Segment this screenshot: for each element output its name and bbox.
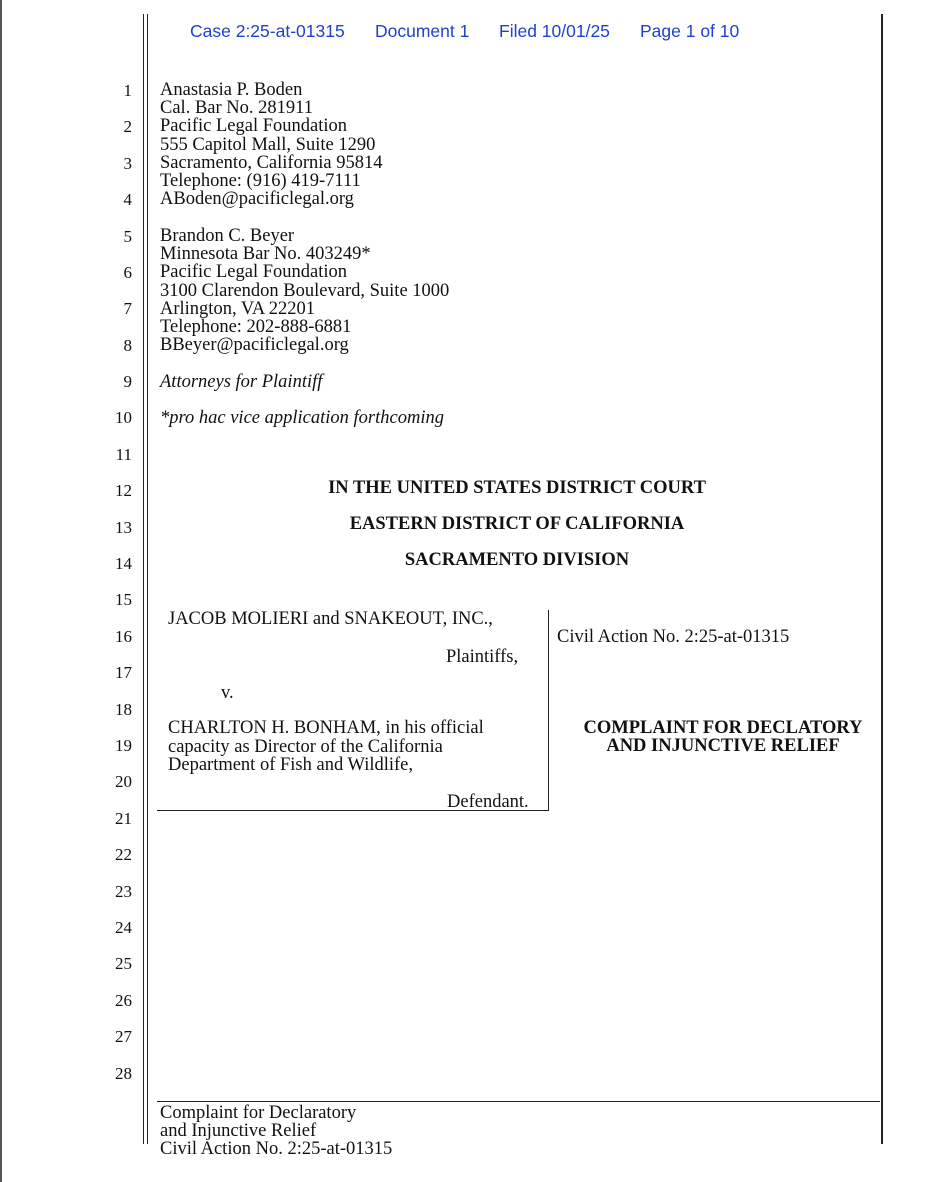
attorney1-firm: Pacific Legal Foundation	[160, 116, 348, 136]
attorney1-email: ABoden@pacificlegal.org	[160, 189, 354, 209]
attorney2-address1: 3100 Clarendon Boulevard, Suite 1000	[160, 281, 450, 301]
line-number: 18	[115, 700, 132, 719]
attorney1-address1: 555 Capitol Mall, Suite 1290	[160, 135, 376, 155]
attorney2-firm: Pacific Legal Foundation	[160, 262, 348, 282]
line-number: 26	[115, 991, 132, 1010]
attorney2-name: Brandon C. Beyer	[160, 226, 295, 246]
viewer-edge	[0, 0, 2, 1182]
line-number: 14	[115, 554, 132, 573]
attorney2-address2: Arlington, VA 22201	[160, 299, 316, 319]
header-document: Document 1	[375, 21, 470, 41]
line-number: 4	[123, 190, 132, 209]
line-number: 27	[115, 1027, 132, 1046]
plaintiffs-label: Plaintiffs,	[446, 647, 519, 667]
plaintiffs-names: JACOB MOLIERI and SNAKEOUT, INC.,	[168, 609, 493, 629]
attorney1-name: Anastasia P. Boden	[160, 80, 303, 100]
footer-line2: and Injunctive Relief	[160, 1121, 317, 1141]
line-number: 24	[115, 918, 132, 937]
line-number: 1	[123, 81, 132, 100]
caption-divider-vertical	[548, 610, 549, 810]
defendant-line3: Department of Fish and Wildlife,	[168, 755, 414, 775]
footer-line1: Complaint for Declaratory	[160, 1103, 357, 1123]
court-division: SACRAMENTO DIVISION	[404, 550, 630, 570]
line-number: 5	[123, 227, 132, 246]
line-number: 12	[115, 481, 132, 500]
attorney2-email: BBeyer@pacificlegal.org	[160, 335, 349, 355]
line-number: 11	[115, 445, 132, 464]
defendant-label: Defendant.	[447, 792, 529, 812]
line-number: 20	[115, 772, 132, 791]
attorney1-phone: Telephone: (916) 419-7111	[160, 171, 361, 191]
versus: v.	[221, 683, 234, 703]
pro-hac-vice-note: *pro hac vice application forthcoming	[160, 408, 444, 428]
line-number: 23	[115, 882, 132, 901]
line-number: 9	[123, 372, 132, 391]
line-number: 6	[123, 263, 132, 282]
civil-action-number: Civil Action No. 2:25-at-01315	[557, 627, 790, 647]
line-number: 19	[115, 736, 132, 755]
attorney2-bar: Minnesota Bar No. 403249*	[160, 244, 371, 264]
court-district: EASTERN DISTRICT OF CALIFORNIA	[349, 514, 685, 534]
attorney1-bar: Cal. Bar No. 281911	[160, 98, 313, 118]
line-number: 3	[123, 154, 132, 173]
header-filed-date: Filed 10/01/25	[499, 21, 610, 41]
line-number: 8	[123, 336, 132, 355]
court-name: IN THE UNITED STATES DISTRICT COURT	[328, 478, 706, 498]
line-number: 16	[115, 627, 132, 646]
line-number: 7	[123, 299, 132, 318]
line-number: 10	[115, 408, 132, 427]
line-number: 22	[115, 845, 132, 864]
line-number: 17	[115, 663, 132, 682]
footer-line3: Civil Action No. 2:25-at-01315	[160, 1139, 393, 1159]
footer-rule	[157, 1101, 880, 1102]
right-margin-rule	[881, 14, 883, 1144]
left-margin-rule	[143, 14, 144, 1144]
line-number: 28	[115, 1064, 132, 1083]
header-case-number: Case 2:25-at-01315	[190, 21, 345, 41]
attorney2-phone: Telephone: 202-888-6881	[160, 317, 352, 337]
line-number: 21	[115, 809, 132, 828]
attorneys-for: Attorneys for Plaintiff	[160, 372, 323, 392]
line-number: 25	[115, 954, 132, 973]
defendant-line2: capacity as Director of the California	[168, 737, 443, 757]
left-margin-rule-inner	[147, 14, 148, 1144]
header-page: Page 1 of 10	[640, 21, 740, 41]
defendant-line1: CHARLTON H. BONHAM, in his official	[168, 718, 484, 738]
line-number: 15	[115, 590, 132, 609]
line-number: 2	[123, 117, 132, 136]
complaint-title-line1: COMPLAINT FOR DECLATORY	[583, 718, 863, 738]
line-number: 13	[115, 518, 132, 537]
attorney1-address2: Sacramento, California 95814	[160, 153, 383, 173]
complaint-title-line2: AND INJUNCTIVE RELIEF	[606, 736, 840, 756]
